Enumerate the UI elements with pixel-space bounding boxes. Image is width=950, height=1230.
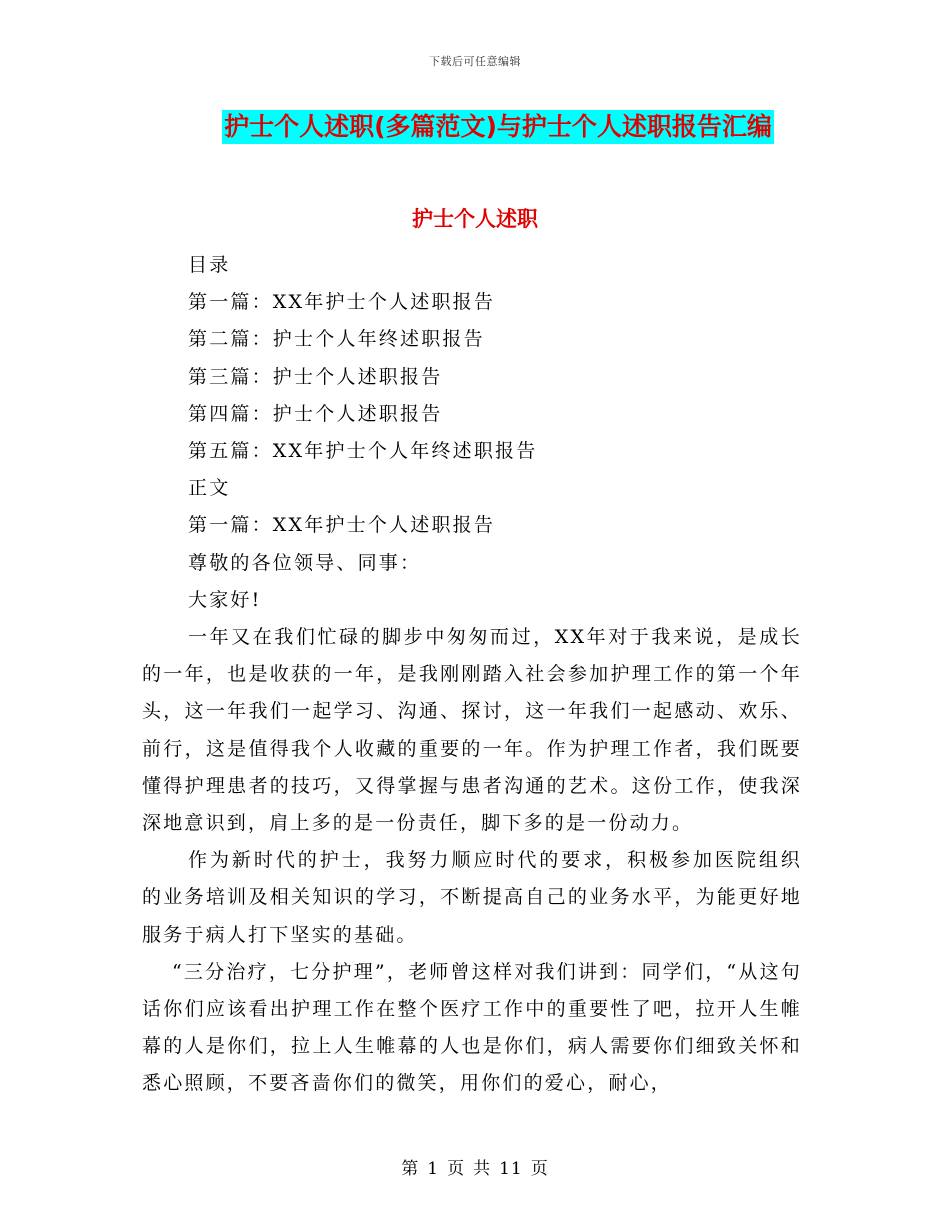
toc-item: 第二篇：护士个人年终述职报告 [188,328,485,351]
footer-gong: 共 [473,1159,492,1179]
footer-di: 第 [401,1159,420,1179]
sub-title: 护士个人述职 [412,207,538,231]
paragraph: “三分治疗，七分护理”，老师曾这样对我们讲到：同学们，“从这句话你们应该看出护理工作在整个医疗工作中的重要性了吧，拉开人生帷幕的人是你们，拉上人生帷幕的人也是你们，病人需要你们细致关怀和悉心照顾，不要吝啬你们的微笑，用你们的爱心，耐心， [142,960,802,1095]
paragraph: 一年又在我们忙碌的脚步中匆匆而过，XX年对于我来说，是成长的一年，也是收获的一年，是我刚刚踏入社会参加护理工作的第一个年头，这一年我们一起学习、沟通、探讨，这一年我们一起感动、欢乐、前行，这是值得我个人收藏的重要的一年。作为护理工作者，我们既要懂得护理患者的技巧，又得掌握与患者沟通的艺术。这份工作，使我深深地意识到，肩上多的是一份责任，脚下多的是一份动力。 [142,626,802,835]
toc-item: 第五篇：XX年护士个人年终述职报告 [188,440,538,463]
footer-ye: 页 [447,1159,466,1179]
header-note: 下载后可任意编辑 [429,55,521,68]
document-body [142,247,802,1103]
page-number: 1 [427,1159,440,1179]
greeting: 尊敬的各位领导、同事： [188,551,422,574]
toc-item: 第四篇：护士个人述职报告 [188,402,443,425]
page-footer [0,1154,950,1179]
toc-item: 第三篇：护士个人述职报告 [188,365,443,388]
toc-heading: 目录 [188,254,231,276]
first-article-title: 第一篇：XX年护士个人述职报告 [188,514,496,537]
toc-item: 第一篇：XX年护士个人述职报告 [188,291,496,314]
section-label: 正文 [188,477,231,500]
total-pages: 11 [499,1159,523,1179]
main-title-wrap [0,110,950,144]
footer-ye2: 页 [530,1159,549,1179]
hello-line: 大家好! [188,588,262,611]
paragraph: 作为新时代的护士，我努力顺应时代的要求，积极参加医院组织的业务培训及相关知识的学习，不断提高自己的业务水平，为能更好地服务于病人打下坚实的基础。 [142,849,802,946]
main-title: 护士个人述职(多篇范文)与护士个人述职报告汇编 [222,110,774,144]
